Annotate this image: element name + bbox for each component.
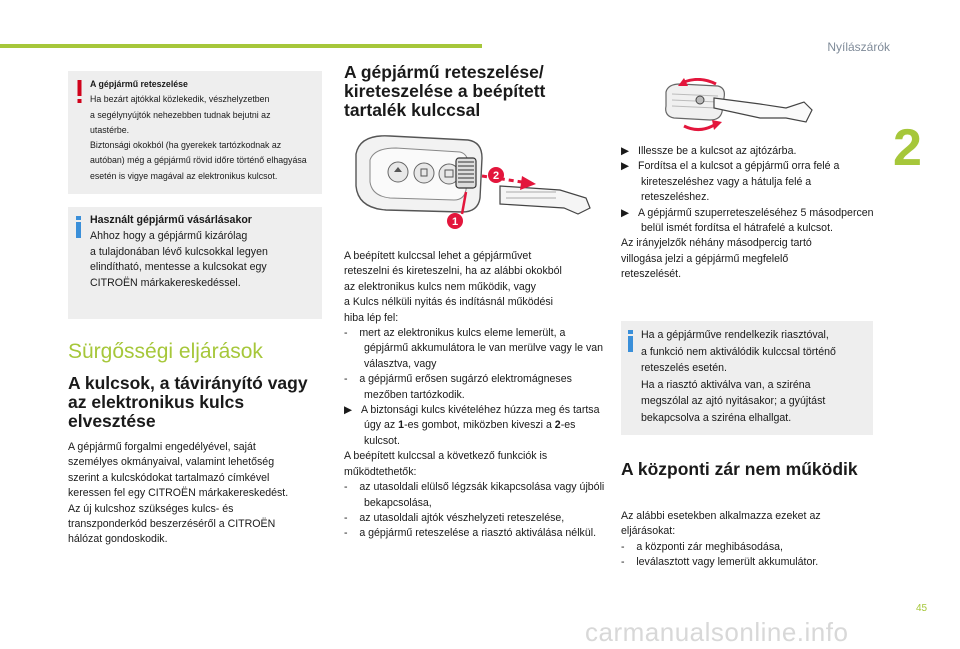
text-line: hálózat gondoskodik. bbox=[68, 533, 168, 546]
text-line: A beépített kulccsal a következő funkciók is bbox=[344, 450, 548, 463]
text-line: eljárásokat: bbox=[621, 525, 676, 538]
door-lock-steps bbox=[621, 144, 876, 283]
step-item: ▶︎ Illessze be a kulcsot az ajtózárba. bbox=[621, 145, 797, 157]
watermark: carmanualsonline.info bbox=[585, 617, 849, 647]
warning-line: utastérbe. bbox=[90, 124, 130, 135]
text-line: reteszelés esetén. bbox=[641, 362, 727, 374]
list-item: - a gépjármű erősen sugárzó elektromágneses mezőben tartózkodik. bbox=[344, 373, 572, 401]
info-used-text bbox=[90, 213, 318, 292]
list-item: - mert az elektronikus kulcs eleme lemerült, a gépjármű akkumulátora le van merülve vagy le van választva, vagy bbox=[344, 327, 604, 370]
arrow-bullet-icon: ▶︎ bbox=[621, 160, 630, 173]
text-line: villogása jelzi a gépjármű megfelelő bbox=[621, 252, 789, 265]
text-line: A beépített kulccsal lehet a gépjárművet bbox=[344, 250, 532, 262]
text-line: működtethetők: bbox=[344, 465, 417, 478]
exclamation-icon bbox=[76, 80, 83, 104]
backup-key-text bbox=[344, 249, 606, 542]
warning-text bbox=[90, 77, 318, 184]
key-fob-illustration bbox=[350, 128, 600, 244]
list-item: - a központi zár meghibásodása, bbox=[621, 540, 783, 553]
text-line: a funkció nem aktiválódik kulccsal történő bbox=[641, 345, 836, 358]
text-line: a Kulcs nélküli nyitás és indításnál működési bbox=[344, 296, 554, 309]
info-used-line: Ahhoz hogy a gépjármű kizárólag bbox=[90, 229, 248, 242]
callout-2-label: 2 bbox=[492, 170, 500, 182]
list-item: - a gépjármű reteszelése a riasztó aktiválása nélkül. bbox=[344, 527, 597, 540]
warning-line: Ha bezárt ajtókkal közlekedik, vészhelyzetben bbox=[90, 94, 270, 105]
page-number: 45 bbox=[916, 603, 928, 614]
info-used-line: elindítható, mentesse a kulcsokat egy bbox=[90, 261, 267, 274]
warning-title: A gépjármű reteszelése bbox=[90, 79, 188, 89]
step-item: ▶︎ Fordítsa el a kulcsot a gépjármű orra felé a kireteszeléshez vagy a hátulja felé a reteszeléshez. bbox=[621, 160, 840, 204]
step-item: ▶︎ A biztonsági kulcs kivételéhez húzza meg és tartsa úgy az 1-es gombot, miközben kiveszi a 2-es kulcsot. bbox=[344, 404, 600, 447]
list-item: - az utasoldali ajtók vészhelyzeti reteszelése, bbox=[344, 511, 565, 524]
info-used-line: a tulajdonában lévő kulcsokkal legyen bbox=[90, 245, 268, 258]
callout-1-label: 1 bbox=[451, 216, 459, 228]
text-line: az elektronikus kulcs nem működik, vagy bbox=[344, 280, 536, 293]
text-line: Az alábbi esetekben alkalmazza ezeket az bbox=[621, 510, 821, 522]
arrow-bullet-icon: ▶︎ bbox=[621, 206, 630, 219]
text-line: szerint a kulcskódokat tartalmazó címkével bbox=[68, 471, 270, 484]
warning-line: esetén is vigye magával az elektronikus kulcsot. bbox=[90, 170, 278, 181]
text-line: Ha a riasztó aktiválva van, a sziréna bbox=[641, 378, 811, 391]
text-line: hiba lép fel: bbox=[344, 311, 399, 324]
warning-line: Biztonsági okokból (ha gyerekek tartózkodnak az bbox=[90, 140, 282, 151]
header-accent-bar bbox=[0, 44, 482, 48]
info-alarm-text bbox=[641, 327, 869, 426]
info-used-line: CITROËN márkakereskedéssel. bbox=[90, 277, 241, 290]
text-line: reteszelését. bbox=[621, 268, 682, 281]
text-line: keressen fel egy CITROËN márkakereskedést. bbox=[68, 487, 289, 500]
list-item: - leválasztott vagy lemerült akkumulátor. bbox=[621, 556, 819, 569]
text-line: Az új kulcshoz szükséges kulcs- és bbox=[68, 502, 234, 515]
text-line: Az irányjelzők néhány másodpercig tartó bbox=[621, 237, 812, 250]
lost-keys-text bbox=[68, 440, 330, 548]
info-icon bbox=[628, 330, 633, 352]
lost-keys-heading: A kulcsok, a távirányító vagy az elektronikus kulcs elvesztése bbox=[68, 373, 308, 431]
door-lock-illustration bbox=[660, 78, 830, 140]
section-title: Nyílászárók bbox=[827, 40, 890, 54]
central-lock-heading: A központi zár nem működik bbox=[621, 459, 858, 479]
info-icon bbox=[76, 216, 81, 238]
text-line: reteszelni és kireteszelni, ha az alábbi okokból bbox=[344, 265, 562, 278]
text-line: személyes okmányaival, valamint lehetőség bbox=[68, 456, 275, 469]
info-used-title: Használt gépjármű vásárlásakor bbox=[90, 214, 252, 226]
text-line: megszólal az ajtó nyitásakor; a gyújtást bbox=[641, 395, 826, 407]
central-lock-text bbox=[621, 509, 876, 571]
text-line: bekapcsolva a sziréna elhallgat. bbox=[641, 411, 792, 424]
backup-key-heading: A gépjármű reteszelése/ kireteszelése a beépített tartalék kulccsal bbox=[344, 62, 546, 120]
warning-line: a segélynyújtók nehezebben tudnak bejutni az bbox=[90, 109, 271, 120]
arrow-bullet-icon: ▶︎ bbox=[621, 145, 630, 157]
text-line: Ha a gépjárműve rendelkezik riasztóval, bbox=[641, 329, 829, 341]
warning-line: autóban) még a gépjármű rövid időre történő elhagyása bbox=[90, 155, 307, 166]
list-item: - az utasoldali elülső légzsák kikapcsolása vagy újbóli bekapcsolása, bbox=[344, 481, 605, 509]
text-line: A gépjármű forgalmi engedélyével, saját bbox=[68, 441, 256, 453]
arrow-bullet-icon: ▶︎ bbox=[344, 404, 353, 417]
step-item: ▶︎ A gépjármű szuperreteszeléséhez 5 másodpercen belül ismét fordítsa el hátrafelé a kulcsot. bbox=[621, 206, 874, 235]
text-line: transzponderkód beszerzéséről a CITROËN bbox=[68, 518, 276, 531]
chapter-number: 2 bbox=[893, 119, 922, 177]
emergency-heading: Sürgősségi eljárások bbox=[68, 340, 263, 363]
